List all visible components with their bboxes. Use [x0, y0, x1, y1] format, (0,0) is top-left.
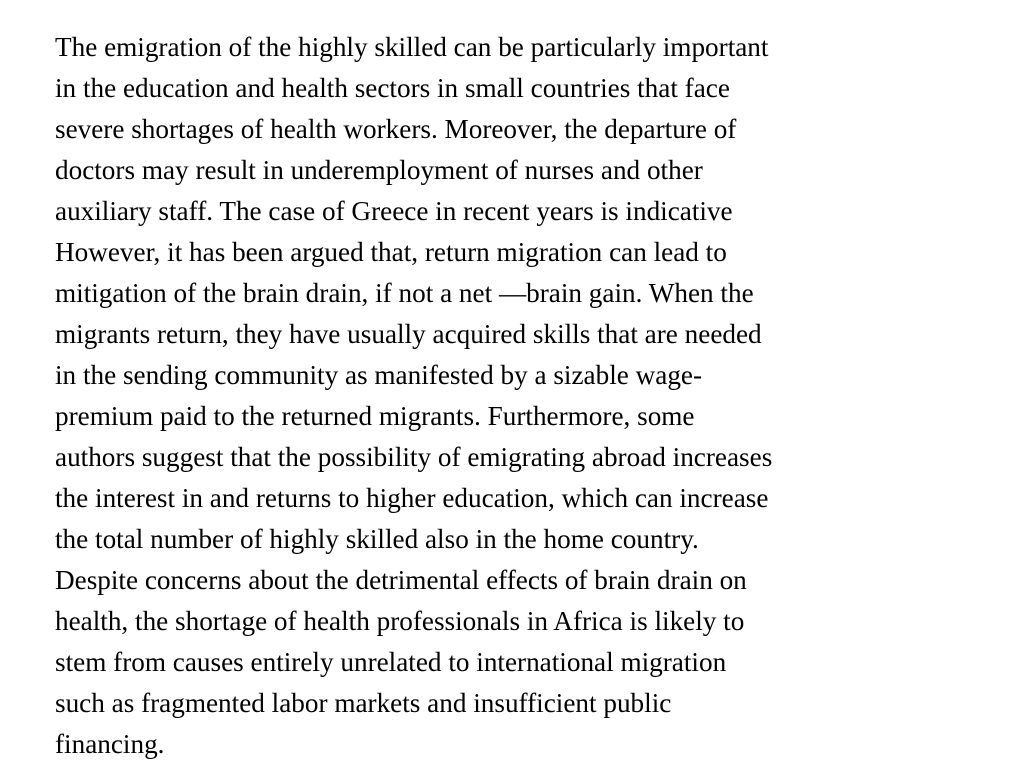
- text-line: authors suggest that the possibility of emigrating abroad increases: [55, 442, 773, 472]
- text-line: stem from causes entirely unrelated to international migration: [55, 647, 727, 677]
- text-line: health, the shortage of health professionals in Africa is likely to: [55, 606, 745, 636]
- text-line: auxiliary staff. The case of Greece in recent years is indicative: [55, 196, 733, 226]
- text-line: Despite concerns about the detrimental effects of brain drain on: [55, 565, 747, 595]
- text-line: premium paid to the returned migrants. Furthermore, some: [55, 401, 695, 431]
- text-line: severe shortages of health workers. Moreover, the departure of: [55, 114, 737, 144]
- text-line: the total number of highly skilled also in the home country.: [55, 524, 699, 554]
- text-line: in the sending community as manifested by a sizable wage-: [55, 360, 703, 390]
- text-line: in the education and health sectors in small countries that face: [55, 73, 730, 103]
- text-line: The emigration of the highly skilled can be particularly important: [55, 32, 769, 62]
- text-line: the interest in and returns to higher education, which can increase: [55, 483, 769, 513]
- text-line: However, it has been argued that, return migration can lead to: [55, 237, 727, 267]
- text-line: mitigation of the brain drain, if not a net ―brain gain. When the: [55, 278, 754, 308]
- text-line: financing.: [55, 729, 165, 759]
- text-line: doctors may result in underemployment of nurses and other: [55, 155, 703, 185]
- text-line: migrants return, they have usually acquired skills that are needed: [55, 319, 762, 349]
- text-line: such as fragmented labor markets and insufficient public: [55, 688, 672, 718]
- body-paragraph: [55, 27, 772, 765]
